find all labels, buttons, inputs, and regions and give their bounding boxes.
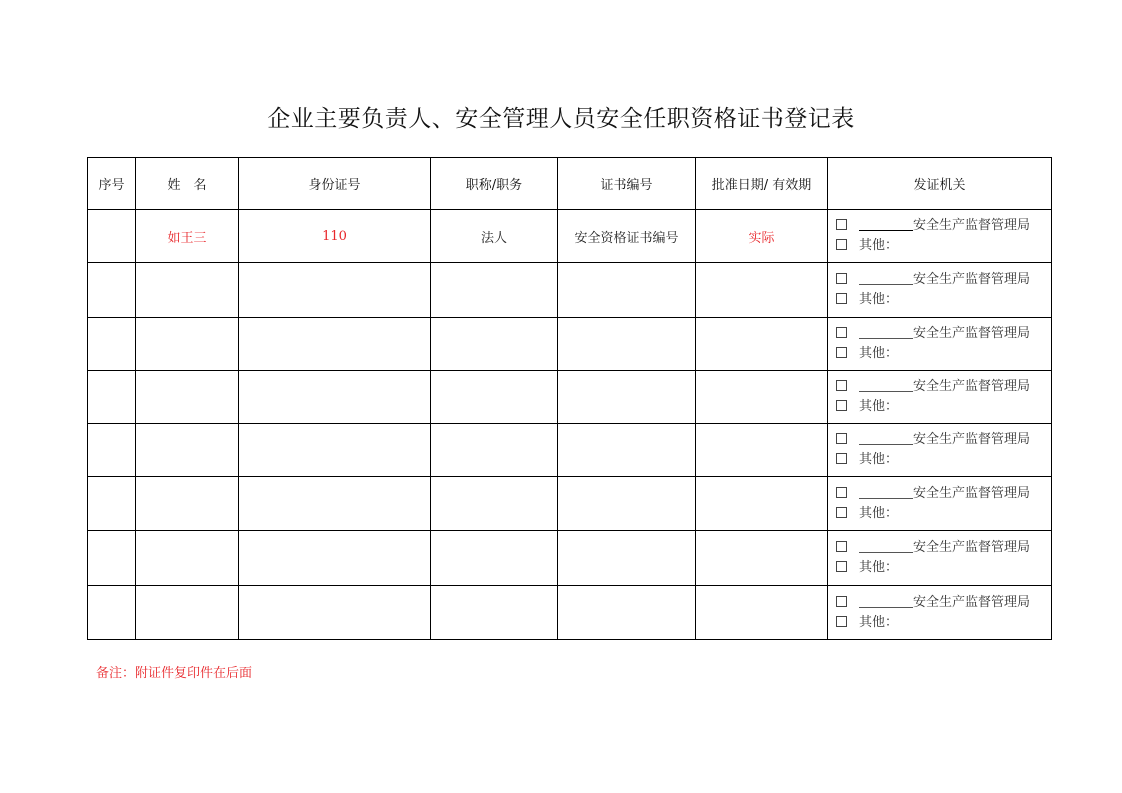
cell-title[interactable] (431, 531, 558, 586)
bureau-label: 安全生产监督管理局 (913, 326, 1031, 341)
other-label: 其他： (859, 614, 899, 630)
checkbox-bureau[interactable] (836, 433, 847, 444)
bureau-blank-field[interactable] (859, 379, 913, 392)
cell-cert-no[interactable] (558, 318, 696, 371)
checkbox-other[interactable] (836, 293, 847, 304)
table-row (88, 371, 1052, 424)
other-label: 其他： (859, 292, 899, 307)
cell-id-number[interactable] (239, 477, 431, 531)
other-label: 其他： (859, 505, 899, 521)
checkbox-bureau[interactable] (836, 327, 847, 338)
cell-name[interactable] (136, 371, 239, 424)
bureau-label: 安全生产监督管理局 (913, 432, 1031, 447)
cell-title[interactable] (431, 371, 558, 424)
cell-id-number[interactable] (239, 263, 431, 318)
other-label: 其他： (859, 452, 899, 467)
cell-cert-no[interactable] (558, 424, 696, 477)
cell-name[interactable] (136, 477, 239, 531)
bureau-label: 安全生产监督管理局 (913, 379, 1031, 394)
issuer-option-other (836, 290, 1051, 310)
cell-name[interactable]: 如王三 (136, 210, 239, 263)
cell-date[interactable] (696, 477, 828, 531)
cell-issuer (828, 263, 1052, 318)
checkbox-other[interactable] (836, 239, 847, 250)
cell-date[interactable] (696, 424, 828, 477)
checkbox-bureau[interactable] (836, 380, 847, 391)
bureau-blank-field[interactable] (859, 272, 913, 285)
cell-id-number[interactable] (239, 318, 431, 371)
cell-title[interactable] (431, 477, 558, 531)
cell-issuer (828, 210, 1052, 263)
cell-title[interactable]: 法人 (431, 210, 558, 263)
header-id-number: 身份证号 (239, 158, 431, 210)
bureau-label: 安全生产监督管理局 (913, 485, 1031, 501)
table-row (88, 318, 1052, 371)
checkbox-bureau[interactable] (836, 541, 847, 552)
issuer-option-bureau (836, 270, 1051, 290)
issuer-option-bureau (836, 593, 1051, 613)
cell-date[interactable] (696, 263, 828, 318)
checkbox-other[interactable] (836, 453, 847, 464)
checkbox-other[interactable] (836, 400, 847, 411)
cell-issuer (828, 477, 1052, 531)
table-row (88, 531, 1052, 586)
checkbox-other[interactable] (836, 616, 847, 627)
cell-index[interactable] (88, 210, 136, 263)
cell-cert-no[interactable] (558, 263, 696, 318)
issuer-option-bureau (836, 216, 1051, 236)
cell-title[interactable] (431, 263, 558, 318)
cell-title[interactable] (431, 586, 558, 640)
issuer-option-bureau (836, 377, 1051, 397)
cell-cert-no[interactable] (558, 531, 696, 586)
checkbox-other[interactable] (836, 507, 847, 518)
checkbox-other[interactable] (836, 561, 847, 572)
issuer-option-other (836, 236, 1051, 256)
cell-issuer (828, 531, 1052, 586)
cell-index[interactable] (88, 263, 136, 318)
header-index: 序号 (88, 158, 136, 210)
table-row (88, 477, 1052, 531)
cell-title[interactable] (431, 318, 558, 371)
cell-id-number[interactable] (239, 586, 431, 640)
table-row (88, 424, 1052, 477)
other-label: 其他： (859, 238, 899, 253)
cell-date[interactable] (696, 318, 828, 371)
issuer-option-other (836, 613, 1051, 633)
header-cert-no: 证书编号 (558, 158, 696, 210)
issuer-option-other (836, 344, 1051, 364)
checkbox-bureau[interactable] (836, 596, 847, 607)
cell-issuer (828, 318, 1052, 371)
bureau-label: 安全生产监督管理局 (913, 540, 1031, 555)
issuer-option-other (836, 450, 1051, 470)
header-name: 姓 名 (136, 158, 239, 210)
header-title: 职称/职务 (431, 158, 558, 210)
other-label: 其他： (859, 399, 899, 414)
cell-name[interactable] (136, 531, 239, 586)
table-row (88, 210, 1052, 263)
issuer-option-other (836, 558, 1051, 578)
cell-name[interactable] (136, 318, 239, 371)
issuer-option-other (836, 504, 1051, 524)
cell-name[interactable] (136, 424, 239, 477)
cell-cert-no[interactable] (558, 586, 696, 640)
cell-date[interactable]: 实际 (696, 210, 828, 263)
cell-cert-no[interactable] (558, 477, 696, 531)
cell-index[interactable] (88, 477, 136, 531)
cell-issuer (828, 371, 1052, 424)
cell-date[interactable] (696, 586, 828, 640)
cell-index[interactable] (88, 318, 136, 371)
bureau-label: 安全生产监督管理局 (913, 594, 1031, 610)
checkbox-other[interactable] (836, 347, 847, 358)
cell-issuer (828, 586, 1052, 640)
cell-id-number[interactable] (239, 424, 431, 477)
header-issuer: 发证机关 (828, 158, 1052, 210)
table-header-row (88, 158, 1052, 210)
issuer-option-bureau (836, 324, 1051, 344)
cell-cert-no[interactable]: 安全资格证书编号 (558, 210, 696, 263)
cell-title[interactable] (431, 424, 558, 477)
registration-table (87, 157, 1052, 640)
bureau-blank-field[interactable] (859, 432, 913, 445)
cell-index[interactable] (88, 424, 136, 477)
cell-date[interactable] (696, 531, 828, 586)
checkbox-bureau[interactable] (836, 273, 847, 284)
bureau-label: 安全生产监督管理局 (913, 272, 1031, 287)
cell-index[interactable] (88, 586, 136, 640)
cell-id-number[interactable] (239, 531, 431, 586)
bureau-blank-field[interactable] (859, 326, 913, 339)
bureau-blank-field[interactable] (859, 486, 913, 499)
issuer-option-bureau (836, 484, 1051, 504)
cell-index[interactable] (88, 371, 136, 424)
cell-cert-no[interactable] (558, 371, 696, 424)
bureau-blank-field[interactable] (859, 218, 913, 231)
cell-date[interactable] (696, 371, 828, 424)
table-row (88, 586, 1052, 640)
bureau-blank-field[interactable] (859, 540, 913, 553)
cell-issuer (828, 424, 1052, 477)
page-title: 企业主要负责人、安全管理人员安全任职资格证书登记表 (267, 106, 855, 132)
cell-id-number[interactable]: 110 (239, 210, 431, 263)
checkbox-bureau[interactable] (836, 219, 847, 230)
cell-index[interactable] (88, 531, 136, 586)
issuer-option-bureau (836, 538, 1051, 558)
bureau-label: 安全生产监督管理局 (913, 218, 1031, 233)
bureau-blank-field[interactable] (859, 595, 913, 608)
issuer-option-other (836, 397, 1051, 417)
other-label: 其他： (859, 346, 899, 361)
table-row (88, 263, 1052, 318)
cell-name[interactable] (136, 263, 239, 318)
footnote: 备注：附证件复印件在后面 (96, 666, 253, 681)
checkbox-bureau[interactable] (836, 487, 847, 498)
cell-name[interactable] (136, 586, 239, 640)
issuer-option-bureau (836, 430, 1051, 450)
cell-id-number[interactable] (239, 371, 431, 424)
other-label: 其他： (859, 560, 899, 575)
header-date: 批准日期/ 有效期 (696, 158, 828, 210)
